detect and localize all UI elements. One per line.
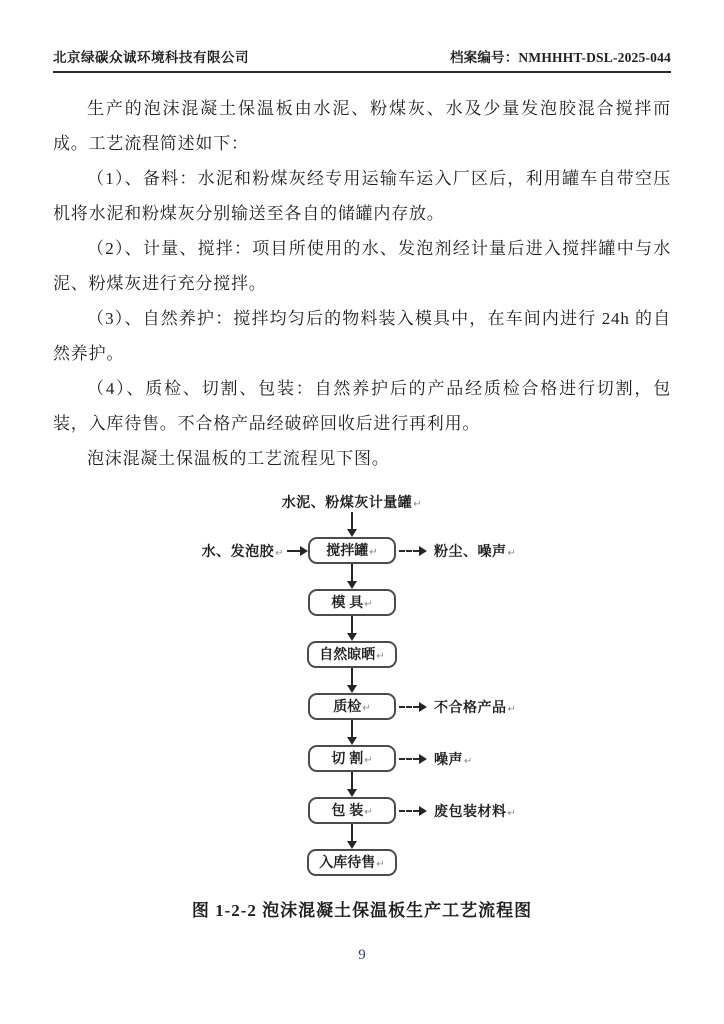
flowchart-row-cutting <box>53 745 651 772</box>
box-label: 搅拌罐 <box>326 542 369 558</box>
right-arrow-icon <box>287 546 308 556</box>
dashed-right-arrow-icon <box>399 546 427 556</box>
dashed-right-arrow-icon <box>399 702 427 712</box>
emission-text: 噪声 <box>434 750 463 767</box>
body-text <box>53 91 671 476</box>
box-label: 模 具 <box>331 594 364 610</box>
flowchart-row-mixing-tank <box>53 537 651 564</box>
return-mark: ↵ <box>364 807 373 818</box>
paragraph-step-2: （2）、计量、搅拌：项目所使用的水、发泡剂经计量后进入搅拌罐中与水泥、粉煤灰进行充分搅拌。 <box>53 239 671 293</box>
paragraph-intro: 生产的泡沫混凝土保温板由水泥、粉煤灰、水及少量发泡胶混合搅拌而成。工艺流程简述如下： <box>53 99 671 153</box>
archive-number: 档案编号：NMHHHT-DSL-2025-044 <box>449 50 671 65</box>
emission-text: 不合格产品 <box>434 698 507 715</box>
flowchart-box-packaging <box>308 797 396 824</box>
box-label: 自然晾晒 <box>319 646 376 662</box>
emission-label-dust-noise <box>434 541 516 561</box>
paragraph-step-3: （3）、自然养护：搅拌均匀后的物料装入模具中，在车间内进行 24h 的自然养护。 <box>53 309 671 363</box>
return-mark: ↵ <box>364 599 373 610</box>
emission-label-rejects <box>434 697 516 717</box>
return-mark: ↵ <box>369 547 378 558</box>
flowchart-row-quality-check <box>53 693 651 720</box>
flowchart-row-warehouse <box>53 849 651 876</box>
paragraph-step-1: （1）、备料：水泥和粉煤灰经专用运输车运入厂区后，利用罐车自带空压机将水泥和粉煤灰分别输送至各自的储罐内存放。 <box>53 169 671 223</box>
flowchart-box-quality-check <box>308 693 396 720</box>
down-arrow-icon <box>347 512 357 537</box>
flowchart-box-natural-drying <box>307 641 396 668</box>
flowchart-box-mold <box>308 589 396 616</box>
return-mark: ↵ <box>376 651 385 662</box>
return-mark: ↵ <box>464 755 473 767</box>
return-mark: ↵ <box>507 807 517 819</box>
flowchart-box-warehouse <box>307 849 396 876</box>
company-name: 北京绿碳众诚环境科技有限公司 <box>53 50 249 65</box>
paragraph-outro: 泡沫混凝土保温板的工艺流程见下图。 <box>87 449 390 468</box>
dashed-right-arrow-icon <box>399 754 427 764</box>
emission-label-noise <box>434 749 473 769</box>
flowchart-source-label <box>282 492 422 512</box>
down-arrow-icon <box>347 668 357 693</box>
page-header <box>53 46 671 73</box>
source-label-text: 水泥、粉煤灰计量罐 <box>281 494 413 510</box>
emission-label-waste-packaging <box>434 801 516 821</box>
emission-text: 废包装材料 <box>434 802 507 819</box>
box-label: 质检 <box>333 698 362 714</box>
down-arrow-icon <box>347 564 357 589</box>
down-arrow-icon <box>347 720 357 745</box>
down-arrow-icon <box>347 772 357 797</box>
input-label-text: 水、发泡胶 <box>201 542 275 559</box>
box-label: 入库待售 <box>319 854 376 870</box>
flowchart-row-packaging <box>53 797 651 824</box>
return-mark: ↵ <box>507 703 517 715</box>
flowchart-box-cutting <box>308 745 396 772</box>
return-mark: ↵ <box>362 703 371 714</box>
flowchart-box-mixing-tank <box>308 537 396 564</box>
return-mark: ↵ <box>413 499 423 510</box>
return-mark: ↵ <box>376 859 385 870</box>
return-mark: ↵ <box>364 755 373 766</box>
page-number: 9 <box>358 947 366 963</box>
down-arrow-icon <box>347 616 357 641</box>
down-arrow-icon <box>347 824 357 849</box>
process-flowchart <box>53 492 651 876</box>
emission-text: 粉尘、噪声 <box>434 542 507 559</box>
input-label-water-foam <box>202 541 284 561</box>
dashed-right-arrow-icon <box>399 806 427 816</box>
flowchart-row-mold <box>53 589 651 616</box>
return-mark: ↵ <box>275 547 284 559</box>
box-label: 包 装 <box>331 802 364 818</box>
flowchart-row-natural-drying <box>53 641 651 668</box>
figure-caption: 图 1-2-2 泡沫混凝土保温板生产工艺流程图 <box>191 901 533 920</box>
box-label: 切 割 <box>331 750 364 766</box>
return-mark: ↵ <box>507 547 517 559</box>
paragraph-step-4: （4）、质检、切割、包装：自然养护后的产品经质检合格进行切割，包装，入库待售。不合格产品经破碎回收后进行再利用。 <box>53 379 671 433</box>
